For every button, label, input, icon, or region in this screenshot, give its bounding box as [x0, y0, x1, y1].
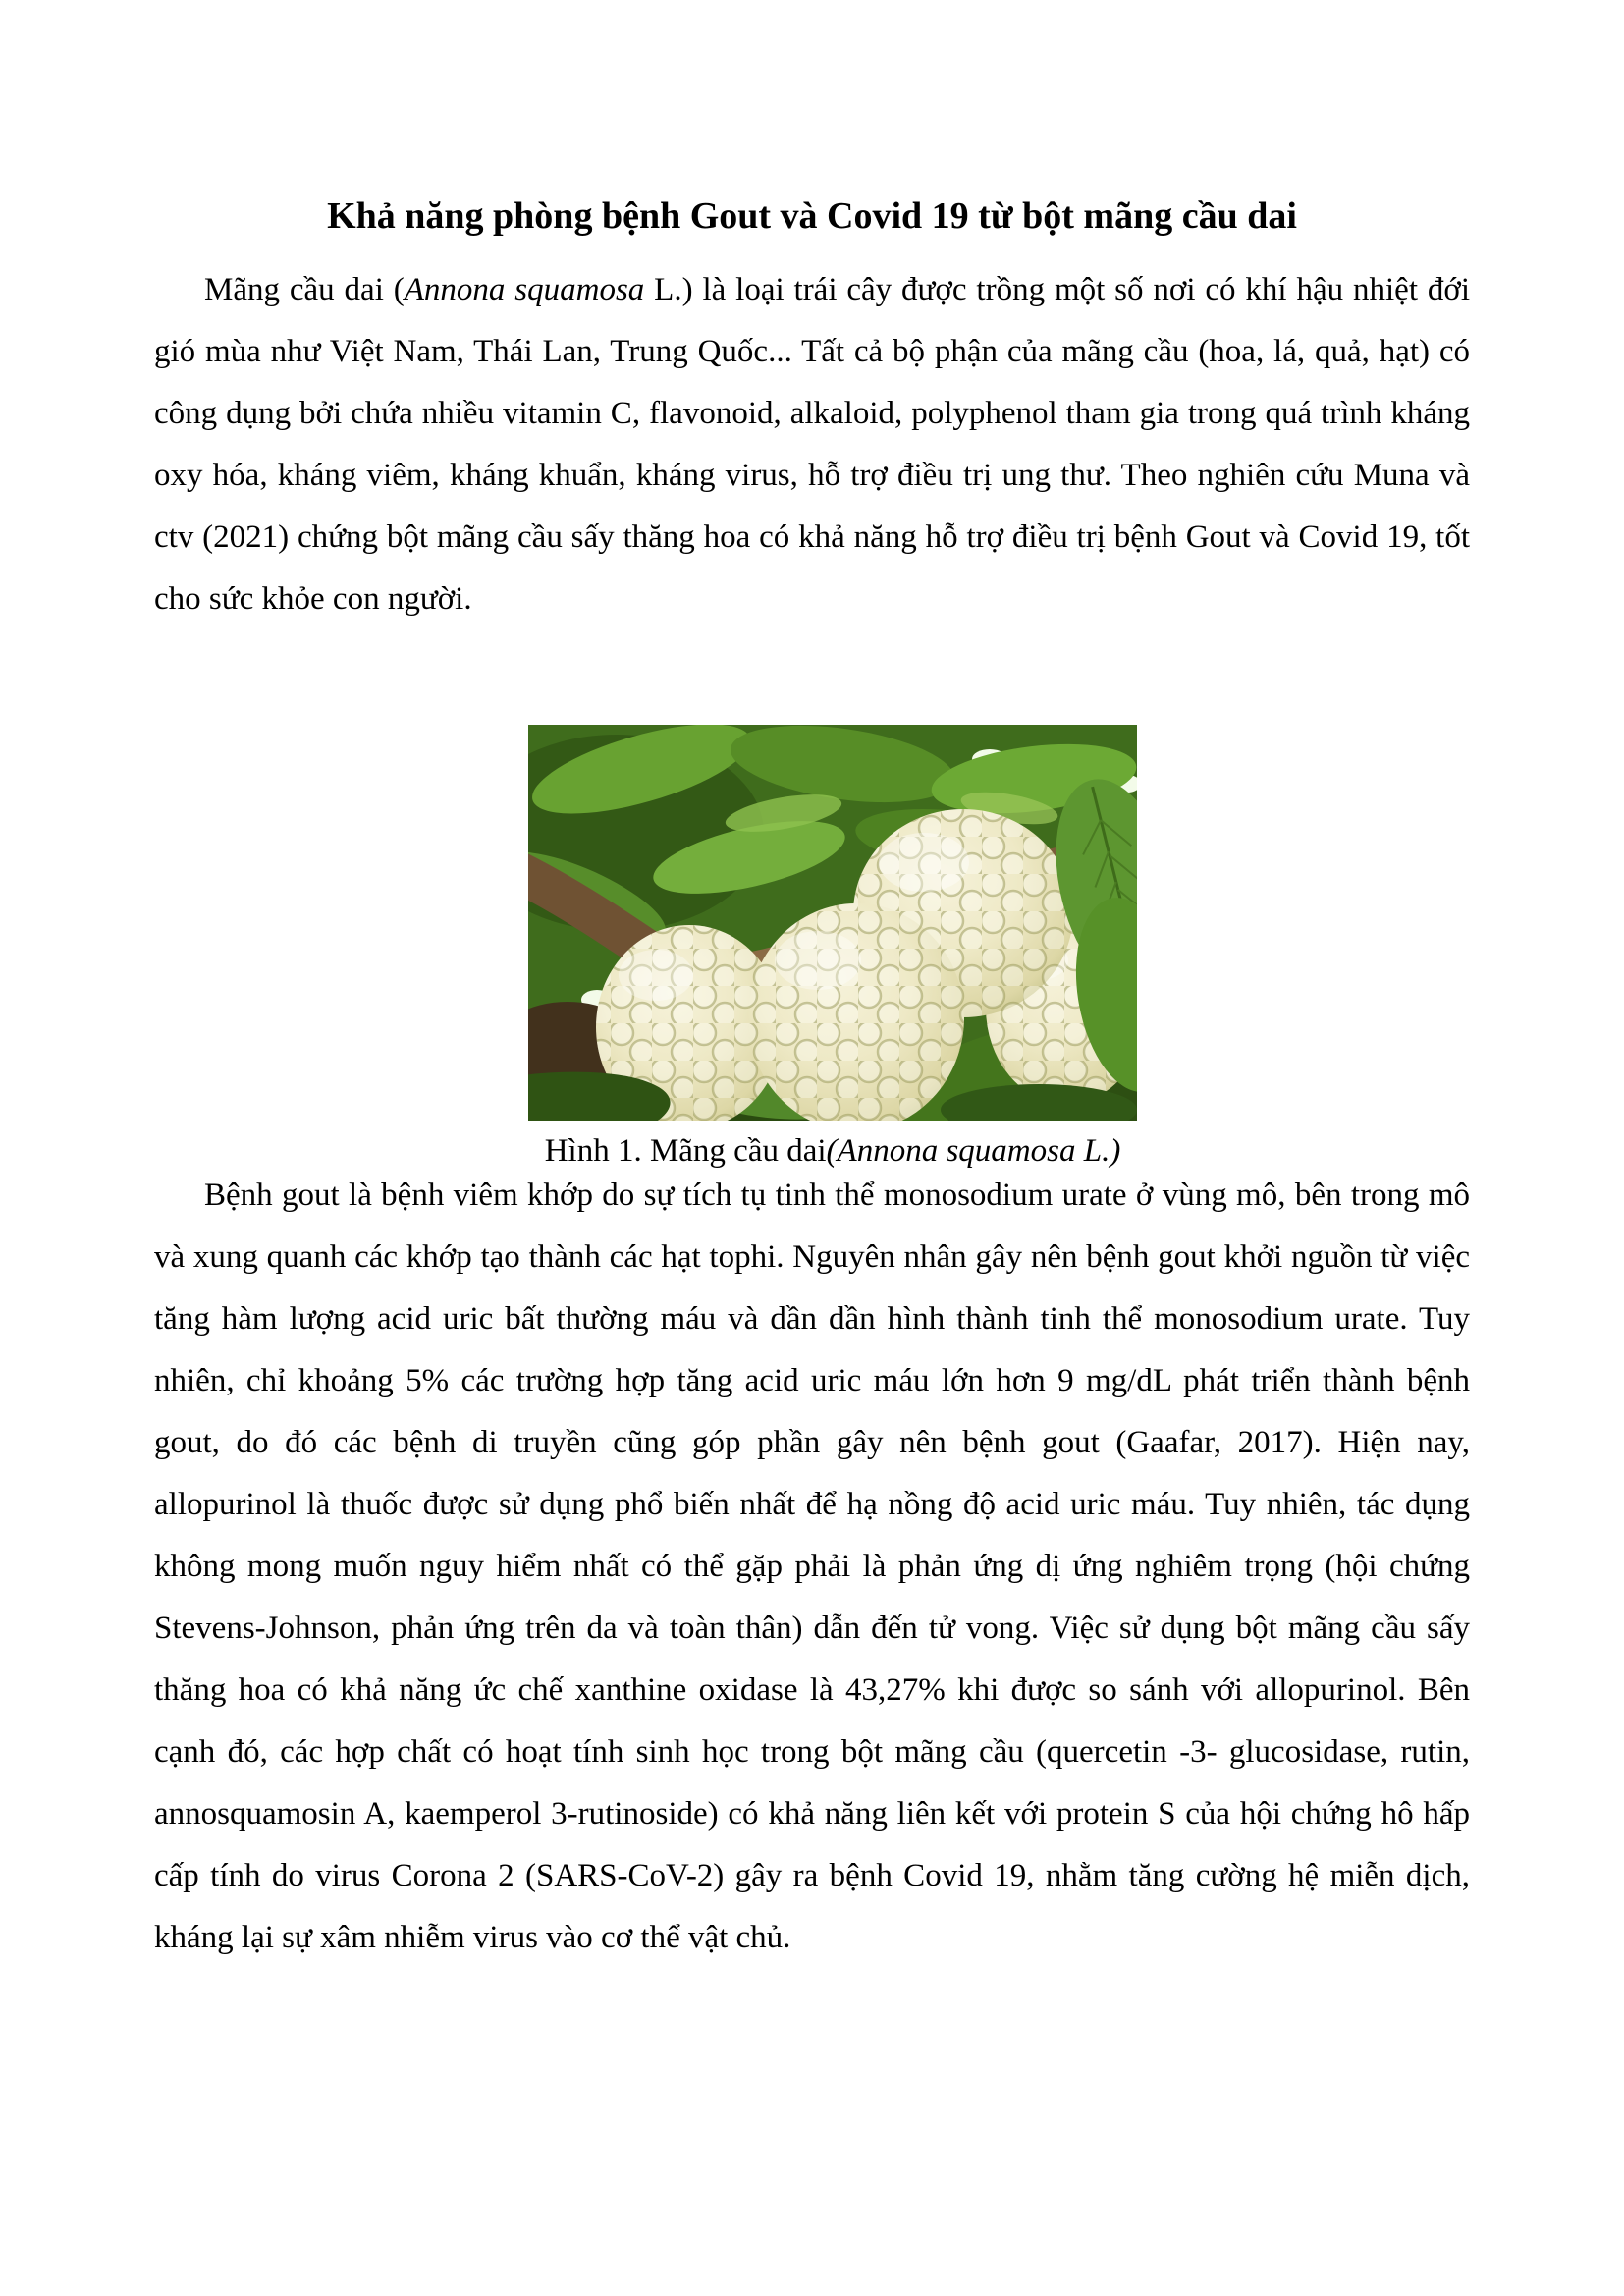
custard-apple-photo — [528, 725, 1137, 1121]
paragraph-intro-rest: L.) là loại trái cây được trồng một số nơi có khí hậu nhiệt đới gió mùa như Việt Nam, Thái Lan, Trung Quốc... Tất cả bộ phận của mãng cầu (hoa, lá, quả, hạt) có công dụng bởi chứa nhiều vitamin C, flavonoid, alkaloid, polyphenol tham gia trong quá trình kháng oxy hóa, kháng viêm, kháng khuẩn, kháng virus, hỗ trợ điều trị ung thư. Theo nghiên cứu Muna và ctv (2021) chứng bột mãng cầu sấy thăng hoa có khả năng hỗ trợ điều trị bệnh Gout và Covid 19, tốt cho sức khỏe con người. — [154, 272, 1470, 617]
figure-caption-species-italic: (Annona squamosa L.) — [826, 1133, 1121, 1169]
figure-1 — [528, 725, 1137, 1178]
figure-caption-text: Hình 1. Mãng cầu dai — [544, 1133, 827, 1169]
paragraph-gout: Bệnh gout là bệnh viêm khớp do sự tích tụ tinh thể monosodium urate ở vùng mô, bên trong mô và xung quanh các khớp tạo thành các hạt tophi. Nguyên nhân gây nên bệnh gout khởi nguồn từ việc tăng hàm lượng acid uric bất thường máu và dần dần hình thành tinh thể monosodium urate. Tuy nhiên, chỉ khoảng 5% các trường hợp tăng acid uric máu lớn hơn 9 mg/dL phát triển thành bệnh gout, do đó các bệnh di truyền cũng góp phần gây nên bệnh gout (Gaafar, 2017). Hiện nay, allopurinol là thuốc được sử dụng phổ biến nhất để hạ nồng độ acid uric máu. Tuy nhiên, tác dụng không mong muốn nguy hiểm nhất có thể gặp phải là phản ứng dị ứng nghiêm trọng (hội chứng Stevens-Johnson, phản ứng trên da và toàn thân) dẫn đến tử vong. Việc sử dụng bột mãng cầu sấy thăng hoa có khả năng ức chế xanthine oxidase là 43,27% khi được so sánh với allopurinol. Bên cạnh đó, các hợp chất có hoạt tính sinh học trong bột mãng cầu (quercetin -3- glucosidase, rutin, annosquamosin A, kaemperol 3-rutinoside) có khả năng liên kết với protein S của hội chứng hô hấp cấp tính do virus Corona 2 (SARS-CoV-2) gây ra bệnh Covid 19, nhằm tăng cường hệ miễn dịch, kháng lại sự xâm nhiễm virus vào cơ thể vật chủ. — [154, 1177, 1470, 1955]
paragraph-intro-lead: Mãng cầu dai ( — [204, 272, 405, 307]
species-name-italic: Annona squamosa — [404, 272, 645, 307]
paragraph-intro — [154, 259, 1470, 630]
page-title: Khả năng phòng bệnh Gout và Covid 19 từ bột mãng cầu dai — [327, 195, 1297, 237]
fruit-lower-center — [748, 903, 964, 1121]
